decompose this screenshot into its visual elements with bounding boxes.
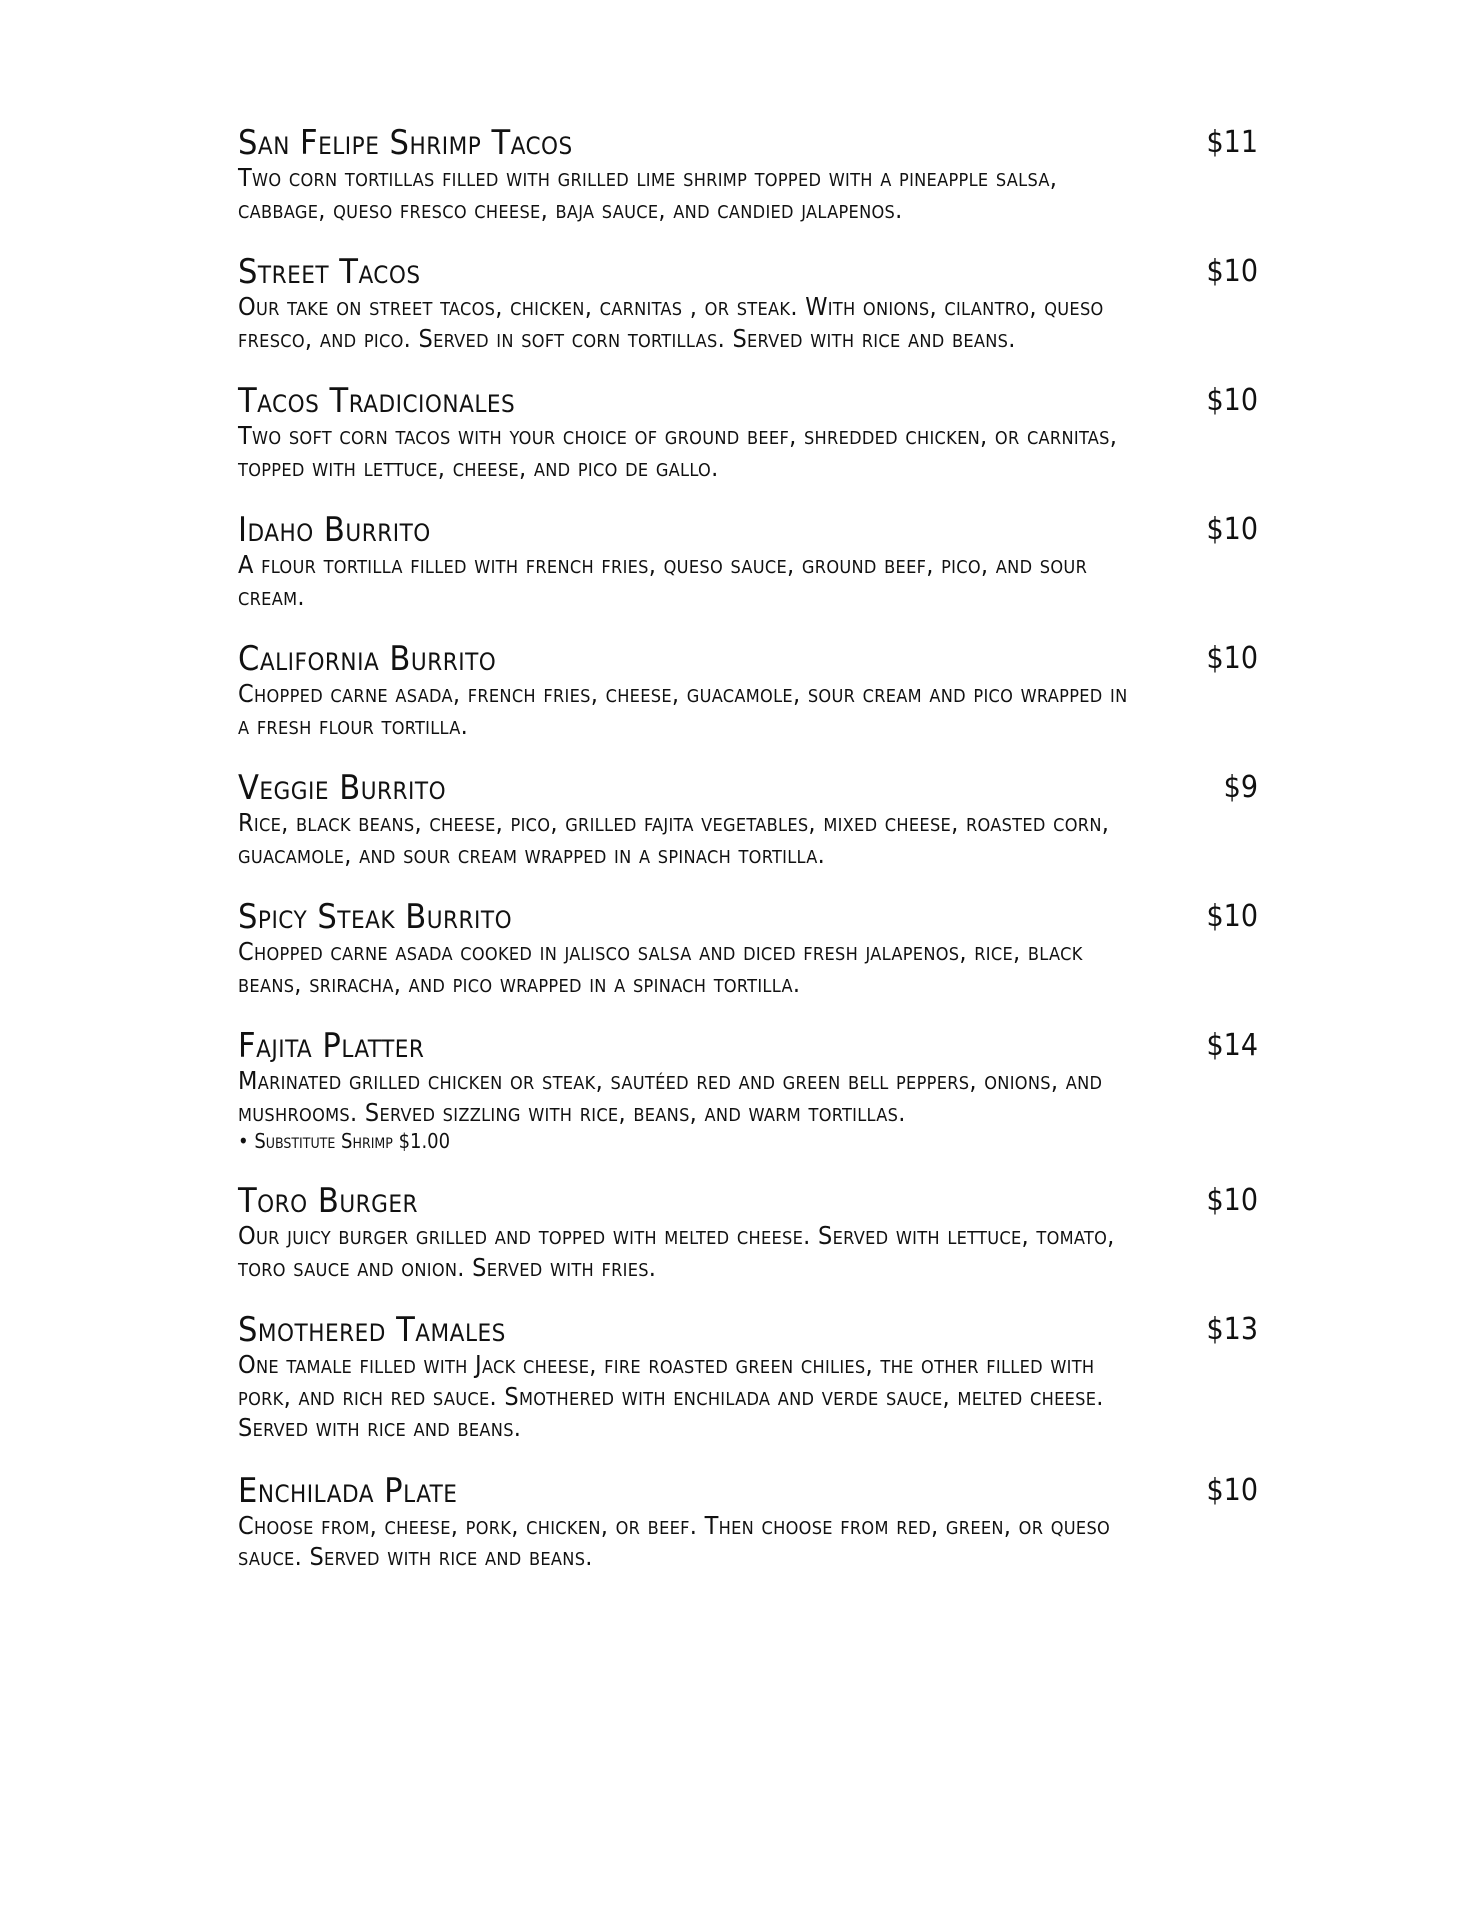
item-description: A flour tortilla filled with french fries, queso sauce, ground beef, pico, and sour cream. — [238, 550, 1088, 611]
item-description: Our take on street tacos, chicken, carnitas , or steak. With onions, cilantro, queso fresco, and pico. Served in soft corn tortillas. Served with rice and beans. — [238, 292, 1104, 353]
menu-list — [238, 124, 1258, 1601]
item-description: One tamale filled with Jack cheese, fire roasted green chilies, the other filled with pork, and rich red sauce. Smothered with enchilada and verde sauce, melted cheese. Served with rice and beans. — [238, 1350, 1104, 1442]
item-description: Rice, black beans, cheese, pico, grilled fajita vegetables, mixed cheese, roasted corn, guacamole, and sour cream wrapped in a spinach tortilla. — [238, 808, 1110, 869]
menu-item-spicy-steak-burrito — [238, 898, 1258, 999]
item-name: Idaho Burrito — [238, 510, 431, 550]
item-price: $11 — [1206, 125, 1258, 160]
item-description: Two soft corn tacos with your choice of ground beef, shredded chicken, or carnitas, topped with lettuce, cheese, and pico de gallo. — [238, 421, 1118, 482]
item-price: $10 — [1206, 254, 1258, 289]
menu-item-toro-burger — [238, 1182, 1258, 1283]
item-price: $10 — [1206, 383, 1258, 418]
item-price: $10 — [1206, 1472, 1258, 1508]
item-name: Fajita Platter — [238, 1026, 425, 1066]
item-description: Marinated grilled chicken or steak, sautéed red and green bell peppers, onions, and mushrooms. Served sizzling with rice, beans, and warm tortillas. — [238, 1066, 1103, 1127]
menu-item-fajita-platter — [238, 1027, 1258, 1154]
item-name: San Felipe Shrimp Tacos — [238, 123, 573, 163]
item-name: Tacos Tradicionales — [238, 381, 516, 421]
menu-item-smothered-tamales — [238, 1311, 1258, 1444]
item-name: Smothered Tamales — [238, 1310, 506, 1350]
item-description: Two corn tortillas filled with grilled lime shrimp topped with a pineapple salsa, cabbage, queso fresco cheese, baja sauce, and candied jalapenos. — [238, 163, 1058, 224]
menu-item-tacos-tradicionales — [238, 382, 1258, 483]
item-price: $13 — [1206, 1312, 1258, 1347]
item-description: Chopped carne asada, french fries, cheese, guacamole, sour cream and pico wrapped in a fresh flour tortilla. — [238, 679, 1128, 740]
item-name: Veggie Burrito — [238, 768, 447, 808]
item-description: Chopped carne asada cooked in jalisco salsa and diced fresh jalapenos, rice, black beans, sriracha, and pico wrapped in a spinach tortilla. — [238, 937, 1083, 998]
menu-item-enchilada-plate — [238, 1472, 1258, 1573]
menu-item-san-felipe-shrimp-tacos — [238, 124, 1258, 225]
menu-item-california-burrito — [238, 640, 1258, 741]
item-name: Toro Burger — [238, 1181, 419, 1221]
item-price: $10 — [1206, 899, 1258, 934]
item-description: Choose from, cheese, pork, chicken, or beef. Then choose from red, green, or queso sauce. Served with rice and beans. — [238, 1510, 1111, 1571]
item-name: California Burrito — [238, 639, 497, 679]
item-price: $9 — [1223, 770, 1258, 805]
item-description: Our juicy burger grilled and topped with melted cheese. Served with lettuce, tomato, toro sauce and onion. Served with fries. — [238, 1221, 1115, 1282]
item-name: Street Tacos — [238, 252, 421, 292]
item-price: $10 — [1206, 512, 1258, 547]
item-price: $10 — [1206, 641, 1258, 676]
item-name: Spicy Steak Burrito — [238, 897, 513, 937]
menu-item-veggie-burrito — [238, 769, 1258, 870]
menu-item-street-tacos — [238, 253, 1258, 354]
item-price: $10 — [1206, 1183, 1258, 1218]
item-price: $14 — [1206, 1028, 1258, 1063]
menu-item-idaho-burrito — [238, 511, 1258, 612]
item-name: Enchilada Plate — [238, 1470, 458, 1511]
item-note: • Substitute Shrimp $1.00 — [238, 1129, 451, 1153]
